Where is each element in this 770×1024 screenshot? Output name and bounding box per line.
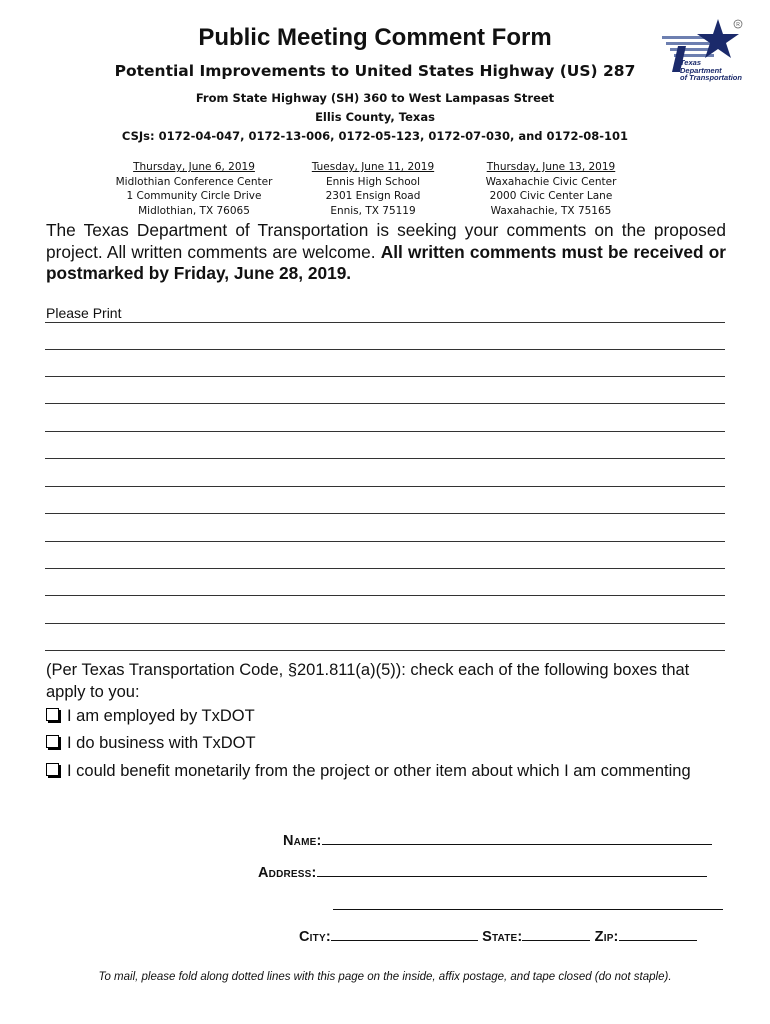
- state-label: State:: [482, 929, 523, 945]
- address-label: Address:: [258, 865, 317, 881]
- city-state-zip-row: [299, 927, 697, 945]
- intro-text: The Texas Department of Transportation is seeking your comments on the proposed project. All written comments are welcome.: [46, 220, 726, 262]
- address-line-2-row: [333, 896, 723, 914]
- comment-line[interactable]: [45, 377, 725, 404]
- project-csjs: CSJs: 0172-04-047, 0172-13-006, 0172-05-123, 0172-07-030, and 0172-08-101: [121, 129, 629, 143]
- meeting-midlothian: [94, 160, 294, 218]
- name-row: [283, 831, 712, 849]
- project-subtitle: Potential Improvements to United States Highway (US) 287: [114, 62, 636, 80]
- city-label: City:: [299, 929, 331, 945]
- meeting-city: Midlothian, TX 76065: [138, 204, 250, 217]
- option-employed: [46, 705, 726, 727]
- project-limits: From State Highway (SH) 360 to West Lampasas Street: [195, 91, 555, 105]
- intro-paragraph: [46, 220, 726, 285]
- comment-line[interactable]: [45, 350, 725, 377]
- logo-line-3: of Transportation: [680, 73, 742, 82]
- logo-line-1: Texas: [680, 58, 701, 67]
- comment-line[interactable]: [45, 487, 725, 514]
- zip-field[interactable]: [619, 927, 697, 941]
- state-field[interactable]: [522, 927, 590, 941]
- comment-line[interactable]: [45, 405, 725, 432]
- logo-line-2: Department: [680, 65, 722, 75]
- city-field[interactable]: [331, 927, 478, 941]
- option-label: I could benefit monetarily from the project or other item about which I am commenting: [67, 762, 691, 780]
- meeting-city: Waxahachie, TX 75165: [490, 204, 612, 217]
- comment-line[interactable]: [45, 515, 725, 542]
- please-print-label: Please Print: [46, 305, 122, 321]
- meeting-date: Thursday, June 6, 2019: [133, 161, 255, 173]
- comment-line[interactable]: [45, 597, 725, 624]
- comment-line[interactable]: [45, 323, 725, 350]
- comment-line[interactable]: [45, 569, 725, 596]
- address-row: [258, 863, 707, 881]
- employed-checkbox[interactable]: [46, 708, 59, 721]
- meeting-street: 2000 Civic Center Lane: [489, 190, 613, 202]
- meeting-date: Tuesday, June 11, 2019: [311, 161, 435, 173]
- address-field[interactable]: [317, 863, 707, 877]
- name-label: Name:: [283, 833, 322, 849]
- disclosure-text: (Per Texas Transportation Code, §201.811(a)(5)): check each of the following boxes that apply to you:: [46, 661, 690, 701]
- meeting-date: Thursday, June 13, 2019: [486, 161, 616, 173]
- registered-mark-text: R: [736, 22, 740, 28]
- comment-line[interactable]: [45, 542, 725, 569]
- meeting-ennis: [273, 160, 473, 218]
- address-field-line-2[interactable]: [333, 896, 723, 910]
- project-county: Ellis County, Texas: [315, 110, 435, 124]
- txdot-logo-text: [680, 59, 746, 82]
- option-label: I am employed by TxDOT: [67, 707, 255, 725]
- business-checkbox[interactable]: [46, 735, 59, 748]
- zip-label: Zip:: [594, 929, 619, 945]
- option-business: [46, 732, 726, 754]
- comment-line[interactable]: [45, 432, 725, 459]
- mailing-instructions: To mail, please fold along dotted lines with this page on the inside, affix postage, and tape closed (do not staple).: [98, 971, 672, 983]
- comment-line[interactable]: [45, 624, 725, 651]
- form-title: Public Meeting Comment Form: [198, 24, 552, 51]
- meeting-street: 2301 Ensign Road: [325, 190, 421, 202]
- meeting-street: 1 Community Circle Drive: [126, 190, 262, 202]
- meeting-waxahachie: [451, 160, 651, 218]
- comment-line[interactable]: [45, 460, 725, 487]
- option-benefit: [46, 760, 726, 782]
- meeting-city: Ennis, TX 75119: [330, 204, 416, 217]
- meeting-venue: Ennis High School: [326, 175, 420, 188]
- intro-deadline: All written comments must be received or postmarked by Friday, June 28, 2019.: [46, 241, 726, 283]
- meeting-venue: Midlothian Conference Center: [115, 175, 273, 188]
- option-label: I do business with TxDOT: [67, 734, 256, 752]
- name-field[interactable]: [322, 831, 712, 845]
- meeting-venue: Waxahachie Civic Center: [485, 175, 617, 188]
- benefit-checkbox[interactable]: [46, 763, 59, 776]
